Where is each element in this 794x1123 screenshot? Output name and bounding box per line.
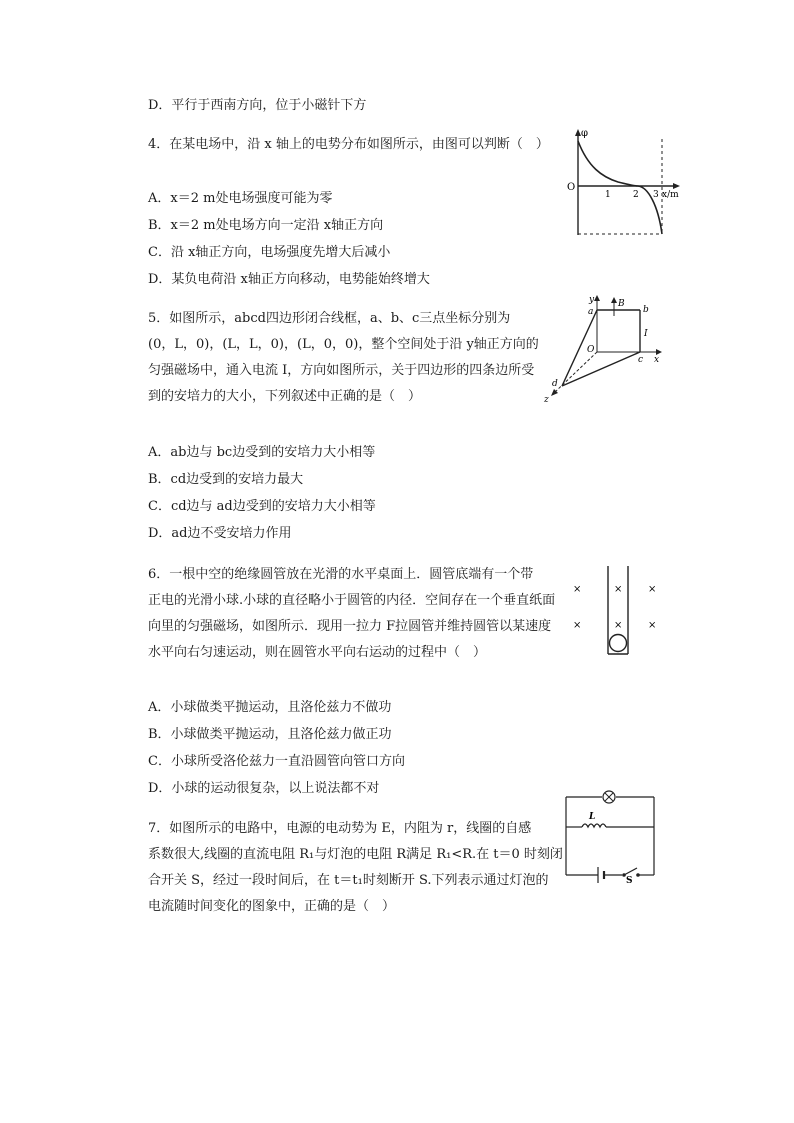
q6-option-a: A．小球做类平抛运动，且洛伦兹力不做功: [148, 700, 392, 715]
q4-stem: 4．在某电场中，沿 x 轴上的电势分布如图所示，由图可以判断（ ）: [148, 137, 549, 152]
q7-stem-line-4: 电流随时间变化的图象中，正确的是（ ）: [148, 899, 396, 914]
q5-fig-label-y: y: [589, 295, 595, 305]
q5-fig-label-x: x: [654, 355, 660, 365]
q4-fig-tick-1: 1: [605, 190, 611, 200]
q6-option-b: B．小球做类平抛运动，且洛伦兹力做正功: [148, 727, 392, 742]
q5-stem-line-3: 匀强磁场中，通入电流 I，方向如图所示，关于四边形的四条边所受: [148, 363, 535, 378]
q4-fig-tick-3: 3: [653, 190, 659, 200]
field-mark: ×: [648, 584, 657, 595]
inductor-icon: [582, 824, 606, 827]
q5-fig-label-z: z: [544, 395, 549, 404]
q5-option-c: C．cd边与 ad边受到的安培力大小相等: [148, 499, 376, 514]
q4-fig-origin: O: [567, 182, 576, 193]
q5-stem-line-4: 到的安培力的大小，下列叙述中正确的是（ ）: [148, 389, 422, 404]
q5-fig-label-origin: O: [587, 345, 595, 355]
q5-option-b: B．cd边受到的安培力最大: [148, 472, 304, 487]
q4-option-b: B．x＝2 m处电场方向一定沿 x轴正方向: [148, 218, 384, 233]
q7-fig-label-l: L: [589, 812, 596, 822]
field-mark: ×: [648, 620, 657, 631]
q5-fig-label-a: a: [588, 307, 594, 317]
q4-fig-x-label: x/m: [662, 190, 679, 200]
q7-stem-line-3: 合开关 S，经过一段时间后，在 t＝t₁时刻断开 S.下列表示通过灯泡的: [148, 873, 549, 888]
q4-option-c: C．沿 x轴正方向，电场强度先增大后减小: [148, 245, 391, 260]
q7-stem-line-2: 系数很大,线圈的直流电阻 R₁与灯泡的电阻 R满足 R₁<R.在 t＝0 时刻闭: [148, 847, 563, 862]
q5-wire-frame-figure: [540, 292, 672, 404]
q5-stem-line-2: (0，L，0)，(L，L，0)，(L，0，0)，整个空间处于沿 y轴正方向的: [148, 337, 539, 352]
q6-option-d: D．小球的运动很复杂，以上说法都不对: [148, 781, 380, 796]
q5-stem-line-1: 5．如图所示，abcd四边形闭合线框，a、b、c三点坐标分别为: [148, 311, 511, 326]
q6-option-c: C．小球所受洛伦兹力一直沿圆管向管口方向: [148, 754, 405, 769]
q5-fig-label-current: I: [644, 329, 648, 339]
q6-stem-line-3: 向里的匀强磁场，如图所示．现用一拉力 F拉圆管并维持圆管以某速度: [148, 619, 552, 634]
q7-stem-line-1: 7．如图所示的电路中，电源的电动势为 E，内阻为 r，线圈的自感: [148, 821, 532, 836]
q5-fig-label-d: d: [552, 379, 558, 389]
q4-fig-y-label: φ: [581, 128, 589, 139]
q6-stem-line-2: 正电的光滑小球.小球的直径略小于圆管的内径．空间存在一个垂直纸面: [148, 593, 556, 608]
ball-icon: [610, 635, 627, 652]
q5-fig-label-b-field: B: [618, 299, 625, 309]
switch-icon: [624, 868, 637, 875]
field-mark: ×: [573, 584, 582, 595]
q6-stem-line-4: 水平向右匀速运动，则在圆管水平向右运动的过程中（ ）: [148, 645, 487, 660]
q7-circuit-figure: [560, 787, 660, 883]
q7-fig-label-s: S: [626, 876, 633, 883]
q4-option-d: D．某负电荷沿 x轴正方向移动，电势能始终增大: [148, 272, 430, 287]
q5-fig-label-c: c: [638, 355, 644, 365]
prev-option-d: D．平行于西南方向，位于小磁针下方: [148, 98, 367, 113]
q6-tube-in-field-figure: [566, 563, 666, 658]
q4-fig-tick-2: 2: [633, 190, 639, 200]
q5-option-d: D．ad边不受安培力作用: [148, 526, 292, 541]
q4-option-a: A．x＝2 m处电场强度可能为零: [148, 191, 333, 206]
q5-option-a: A．ab边与 bc边受到的安培力大小相等: [148, 445, 376, 460]
field-mark: ×: [573, 620, 582, 631]
q4-potential-graph: [562, 125, 682, 240]
q6-stem-line-1: 6．一根中空的绝缘圆管放在光滑的水平桌面上．圆管底端有一个带: [148, 567, 534, 582]
field-mark: ×: [614, 584, 623, 595]
field-mark: ×: [614, 620, 623, 631]
q5-fig-label-b: b: [643, 305, 649, 315]
